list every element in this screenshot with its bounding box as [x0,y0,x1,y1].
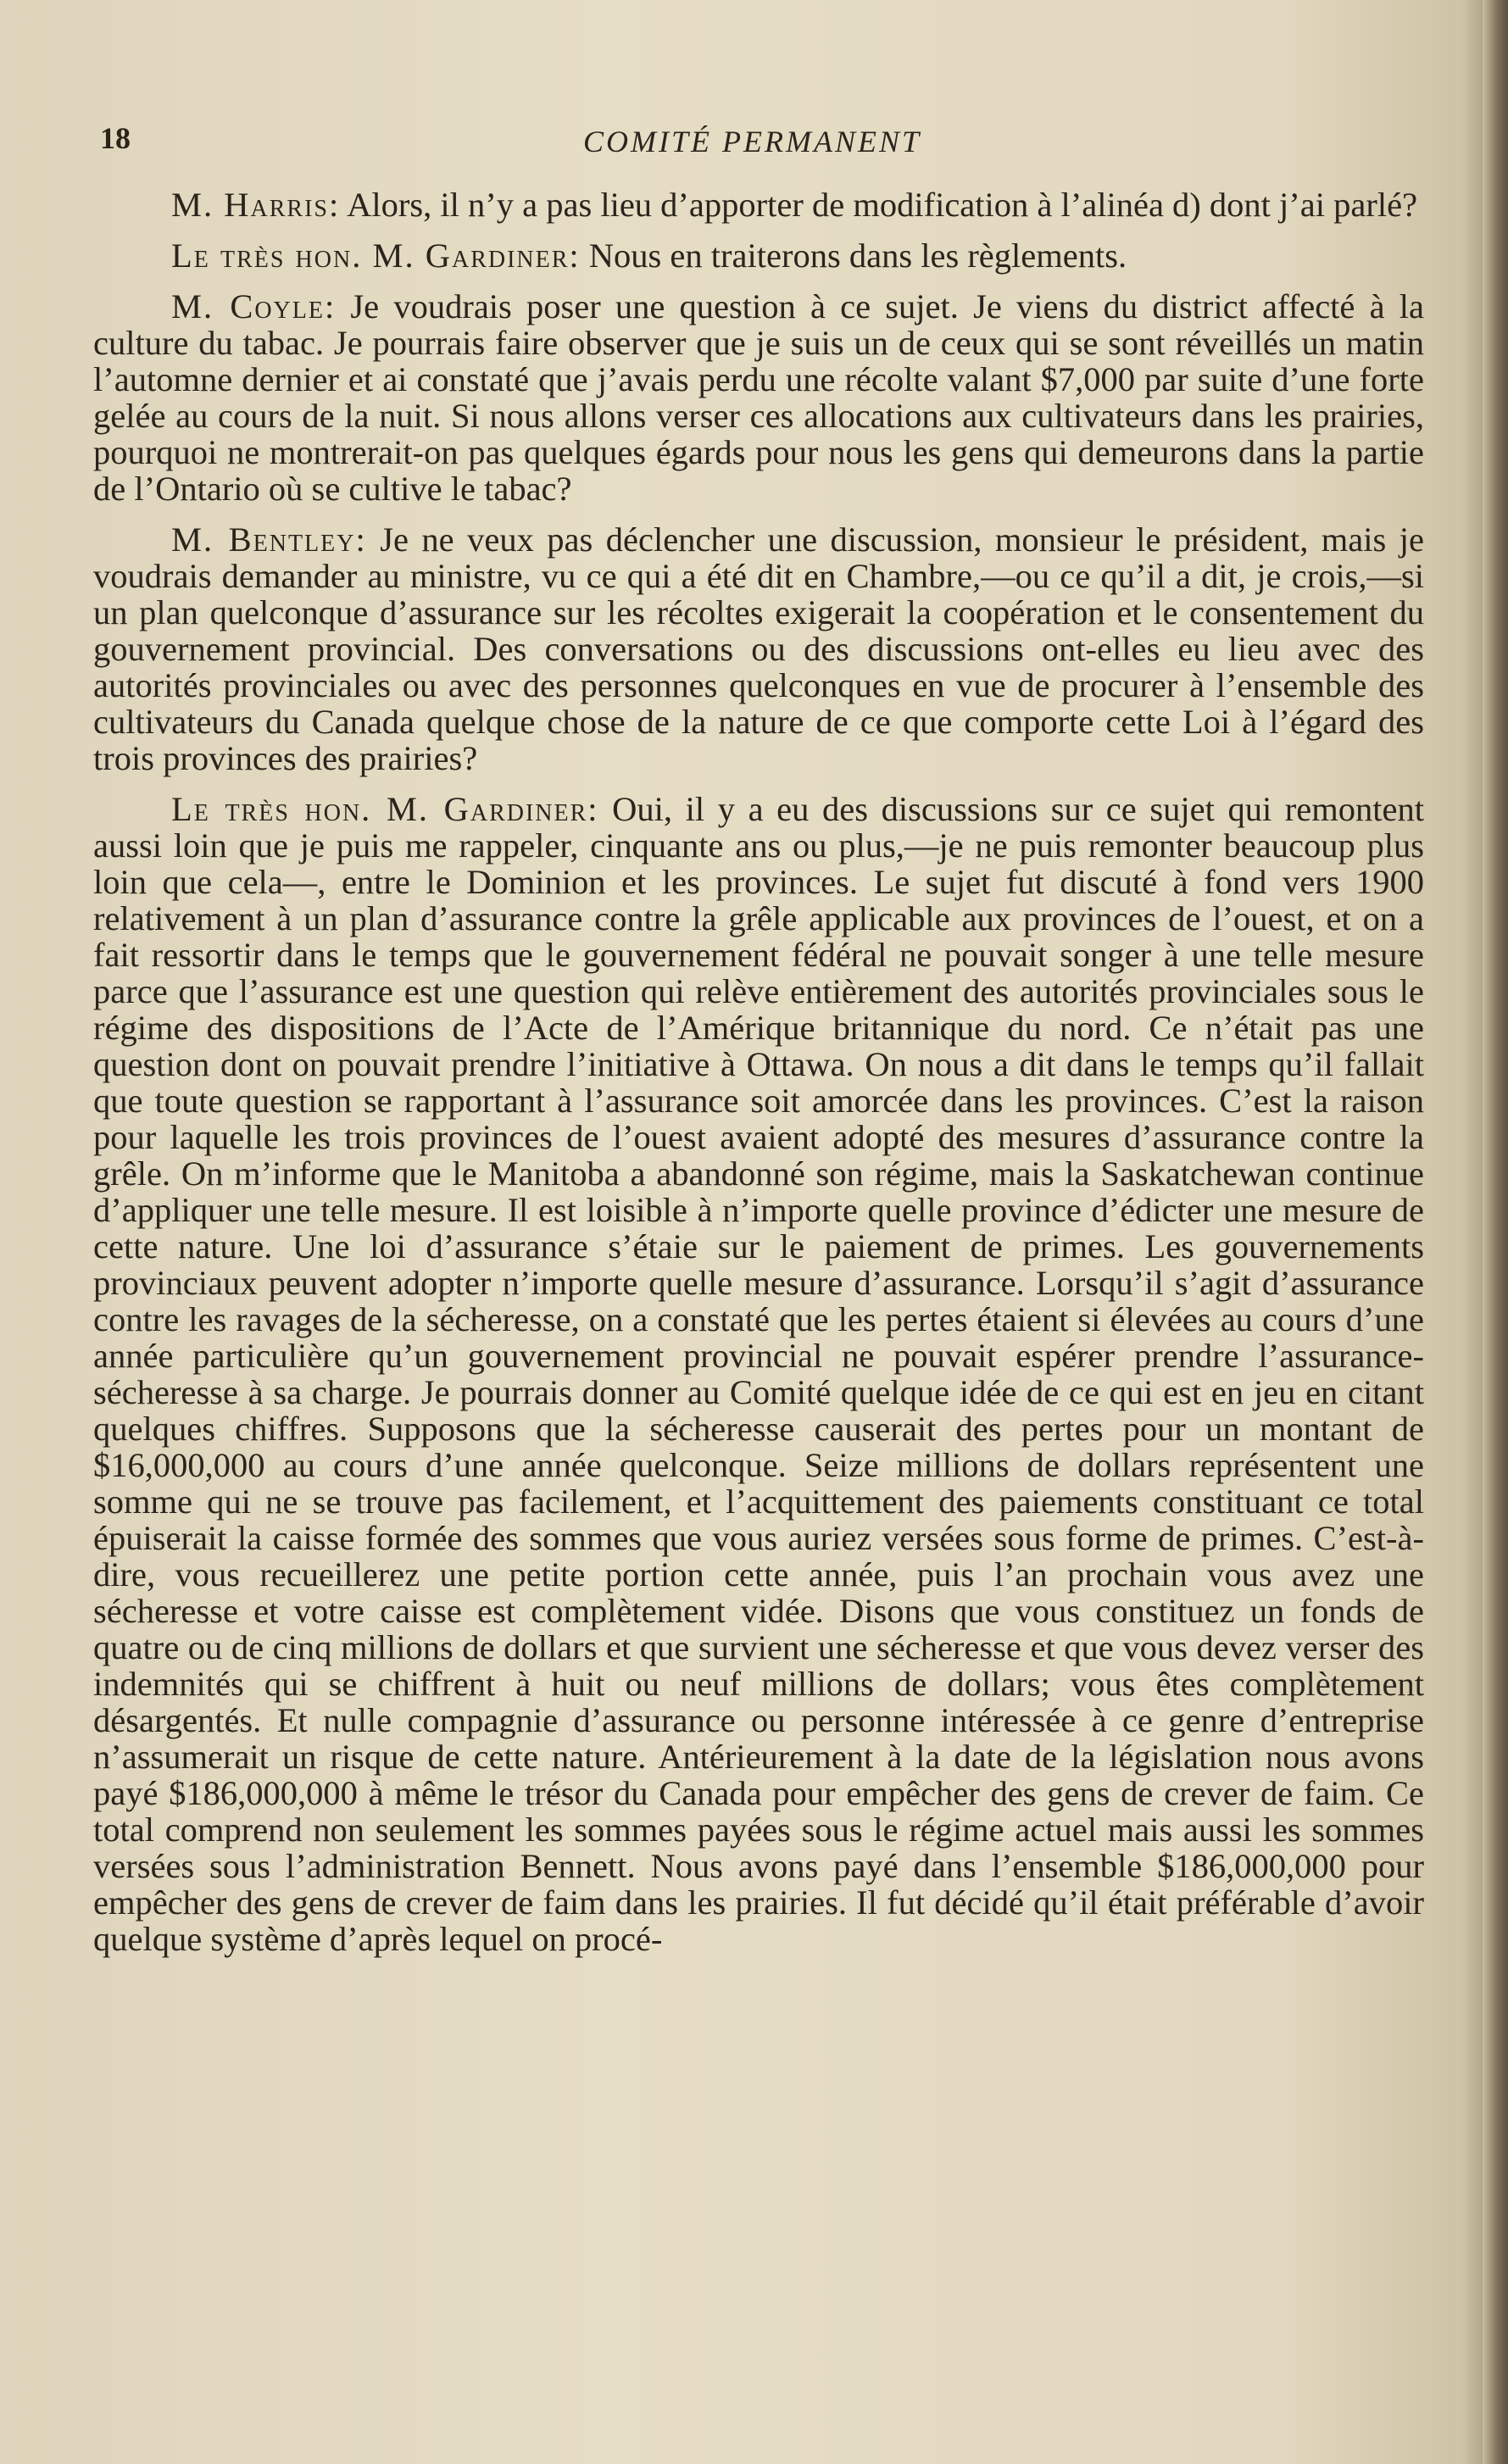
paragraph-coyle [93,288,1424,507]
speaker-name: M. Coyle: [171,287,337,325]
running-head: COMITÉ PERMANENT [583,125,921,159]
page-body [93,186,1424,1972]
page-header [100,120,1439,163]
paragraph-text: Oui, il y a eu des discussions sur ce sujet qui remontent aussi loin que je puis me rappeler, cinquante ans ou plus,—je ne puis remonter beaucoup plus loin que cela—, entre le Dominion et les provinces. Le sujet fut discuté à fond vers 1900 relativement à un plan d’assurance contre la grêle applicable aux provinces de l’ouest, et on a fait ressortir dans le temps que le gouvernement fédéral ne pouvait songer à une telle mesure parce que l’assurance est une question qui relève entièrement des autorités provinciales sous le régime des dispositions de l’Acte de l’Amérique britannique du nord. Ce n’était pas une question dont on pouvait prendre l’initiative à Ottawa. On nous a dit dans le temps qu’il fallait que toute question se rapportant à l’assurance soit amorcée dans les provinces. C’est la raison pour laquelle les trois provinces de l’ouest avaient adopté des mesures d’assurance contre la grêle. On m’informe que le Manitoba a abandonné son régime, mais la Saskatchewan continue d’appliquer une telle mesure. Il est loisible à n’importe quelle province d’édicter une mesure de cette nature. Une loi d’assurance s’étaie sur le paiement de primes. Les gouvernements provinciaux peuvent adopter n’importe quelle mesure d’assurance. Lorsqu’il s’agit d’assurance contre les ravages de la sécheresse, on a constaté que les pertes étaient si élevées au cours d’une année particulière qu’un gouvernement provincial ne pouvait espérer prendre l’assurance-sécheresse à sa charge. Je pourrais donner au Comité quelque idée de ce qui est en jeu en citant quelques chiffres. Supposons que la sécheresse causerait des pertes pour un montant de $16,000,000 au cours d’une année quelconque. Seize millions de dollars représentent une somme qui ne se trouve pas facilement, et l’acquittement des paiements constituant ce total épuiserait la caisse formée des sommes que vous auriez versées sous forme de primes. C’est-à-dire, vous recueillerez une petite portion cette année, puis l’an prochain vous avez une sécheresse et votre caisse est complètement vidée. Disons que vous constituez un fonds de quatre ou de cinq millions de dollars et que survient une sécheresse et que vous devez verser des indemnités qui se chiffrent à huit ou neuf millions de dollars; vous êtes complètement désargentés. Et nulle compagnie d’assurance ou personne intéressée à ce genre d’entreprise n’assumerait un risque de cette nature. Antérieurement à la date de la législation nous avons payé $186,000,000 à même le trésor du Canada pour empêcher des gens de crever de faim. Ce total comprend non seulement les sommes payées sous le régime actuel mais aussi les sommes versées sous l’administration Bennett. Nous avons payé dans l’ensemble $186,000,000 pour empêcher des gens de crever de faim dans les prairies. Il fut décidé qu’il était préférable d’avoir quelque système d’après lequel on procé- [93,790,1424,1958]
paragraph-bentley [93,521,1424,776]
paragraph-text: Nous en traiterons dans les règlements. [580,236,1127,275]
paragraph-harris [93,186,1424,223]
paragraph-text: Je ne veux pas déclencher une discussion, monsieur le président, mais je voudrais demander au ministre, vu ce qui a été dit en Chambre,—ou ce qu’il a dit, je crois,—si un plan quelconque d’assurance sur les récoltes exigerait la coopération et le consentement du gouvernement provincial. Des conversations ou des discussions ont-elles eu lieu avec des autorités provinciales ou avec des personnes quelconques en vue de procurer à l’ensemble des cultivateurs du Canada quelque chose de la nature de ce que comporte cette Loi à l’égard des trois provinces des prairies? [93,520,1424,777]
paragraph-text: Je voudrais poser une question à ce sujet. Je viens du district affecté à la culture du tabac. Je pourrais faire observer que je suis un de ceux qui se sont réveillés un matin l’automne dernier et ai constaté que j’avais perdu une récolte valant $7,000 par suite d’une forte gelée au cours de la nuit. Si nous allons verser ces allocations aux cultivateurs dans les prairies, pourquoi ne montrerait-on pas quelques égards pour nous les gens qui demeurons dans la partie de l’Ontario où se cultive le tabac? [93,287,1424,508]
paragraph-gardiner-1 [93,237,1424,274]
paragraph-text: Alors, il n’y a pas lieu d’apporter de modification à l’alinéa d) dont j’ai parlé? [340,186,1418,224]
paragraph-gardiner-2 [93,791,1424,1957]
page-number: 18 [100,121,131,155]
speaker-name: Le très hon. M. Gardiner: [171,236,581,275]
speaker-name: M. Bentley: [171,520,367,559]
page-edge-shadow [1483,0,1508,2464]
speaker-name: M. Harris: [171,186,341,224]
speaker-name: Le très hon. M. Gardiner: [171,790,599,828]
